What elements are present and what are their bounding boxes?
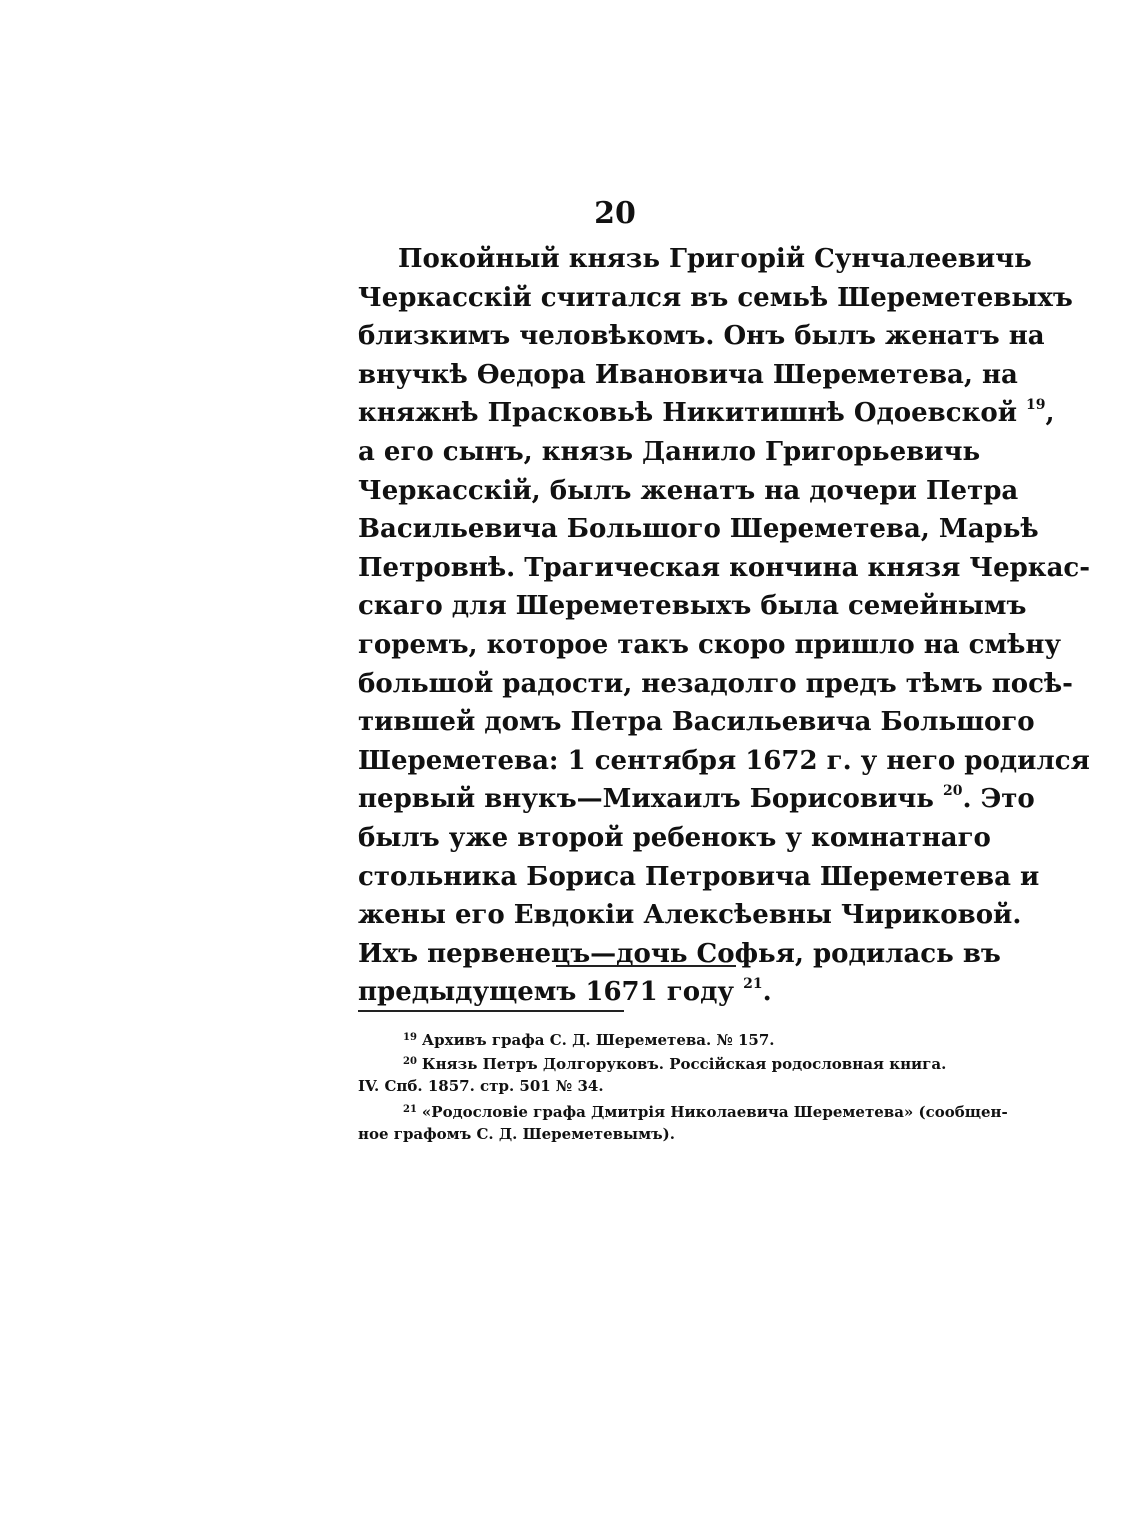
body-line: былъ уже второй ребенокъ у комнатнаго xyxy=(358,822,991,853)
body-line: Ихъ первенецъ—дочь Софья, родилась въ xyxy=(358,938,1001,969)
body-line: внучкѣ Өедора Ивановича Шереметева, на xyxy=(358,359,1018,390)
body-line: Черкасскій, былъ женатъ на дочери Петра xyxy=(358,475,1019,506)
body-line: а его сынъ, князь Данило Григорьевичь xyxy=(358,436,981,467)
body-line xyxy=(358,780,1035,819)
body-line-text: первый внукъ—Михаилъ Борисовичь xyxy=(358,784,934,815)
body-line: тившей домъ Петра Васильевича Большого xyxy=(358,707,1035,738)
footnote-text: «Родословіе графа Дмитрія Николаевича Шереметева» (сообщен- xyxy=(421,1103,1008,1121)
footnote-21-cont: ное графомъ С. Д. Шереметевымъ). xyxy=(358,1125,675,1143)
body-line-punct: , xyxy=(1045,398,1055,429)
footnote-ref-20[interactable]: 20 xyxy=(943,783,963,800)
body-line: Васильевича Большого Шереметева, Марьѣ xyxy=(358,514,1039,545)
footnote-19 xyxy=(358,1026,938,1050)
footnote-number: 21 xyxy=(403,1104,417,1115)
footnotes xyxy=(358,1026,1008,1146)
footnote-ref-21[interactable]: 21 xyxy=(743,976,763,993)
body-text xyxy=(358,240,1091,1012)
body-line: Покойный князь Григорій Сунчалеевичь xyxy=(398,244,1032,274)
section-divider xyxy=(556,965,736,967)
body-line: Петровнѣ. Трагическая кончина князя Черкас- xyxy=(358,552,1091,583)
body-line-punct: . xyxy=(762,977,772,1008)
page-number: 20 xyxy=(594,196,636,231)
body-line xyxy=(358,394,1055,433)
body-line: жены его Евдокіи Алексѣевны Чириковой. xyxy=(358,900,1022,931)
body-line-text: княжнѣ Прасковьѣ Никитишнѣ Одоевской xyxy=(358,398,1017,429)
body-line: Шереметева: 1 сентября 1672 г. у него родился xyxy=(358,745,1090,776)
footnote-text: Князь Петръ Долгоруковъ. Россійская родословная книга. xyxy=(421,1055,947,1073)
footnote-ref-19[interactable]: 19 xyxy=(1026,397,1046,414)
body-line: горемъ, которое такъ скоро пришло на смѣну xyxy=(358,629,1062,660)
footnote-21 xyxy=(358,1098,1008,1122)
body-line-text: предыдущемъ 1671 году xyxy=(358,977,735,1008)
footnote-number: 20 xyxy=(403,1056,417,1067)
footnote-20 xyxy=(358,1050,947,1074)
body-line: скаго для Шереметевыхъ была семейнымъ xyxy=(358,591,1027,622)
footnote-20-cont: IV. Спб. 1857. стр. 501 № 34. xyxy=(358,1077,604,1095)
footnote-number: 19 xyxy=(403,1032,417,1043)
body-line: большой радости, незадолго предъ тѣмъ посѣ- xyxy=(358,668,1073,699)
body-line: Черкасскій считался въ семьѣ Шереметевыхъ xyxy=(358,282,1073,313)
footnote-text: Архивъ графа С. Д. Шереметева. № 157. xyxy=(421,1031,775,1049)
body-line xyxy=(358,973,938,1012)
body-line-punct: . Это xyxy=(962,784,1035,815)
body-line: стольника Бориса Петровича Шереметева и xyxy=(358,861,1040,892)
body-line: близкимъ человѣкомъ. Онъ былъ женатъ на xyxy=(358,321,1045,352)
footnote-divider xyxy=(358,1010,624,1012)
